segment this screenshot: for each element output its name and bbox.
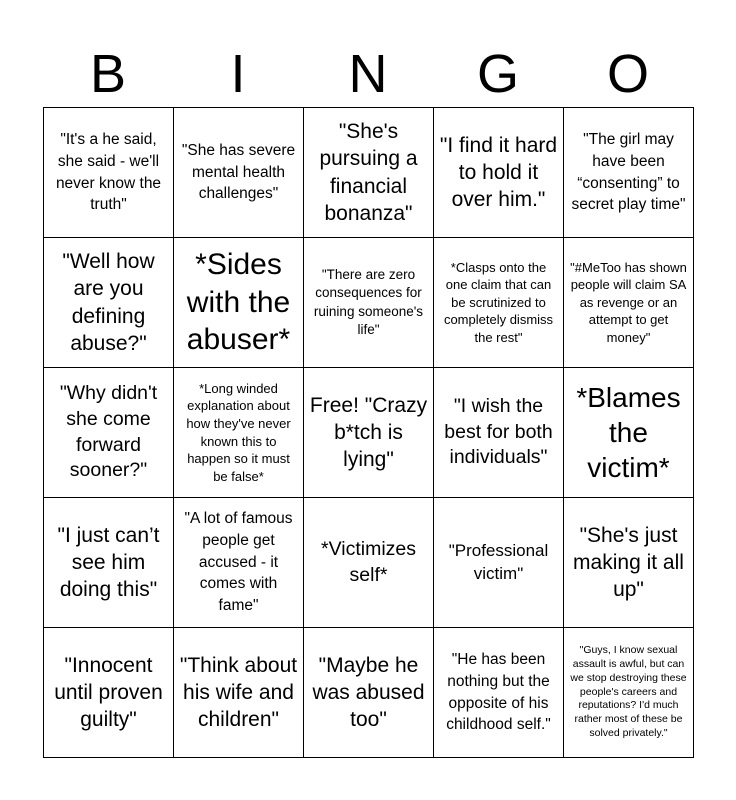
cell-text: "Think about his wife and children"	[179, 653, 298, 732]
cell-text: *Long winded explanation about how they've never known this to happen so it must be false*	[186, 380, 291, 484]
header-letter-g: G	[476, 44, 519, 104]
cell-text: "I find it hard to hold it over him."	[439, 133, 558, 212]
cell-text: "Professional victim"	[448, 541, 549, 583]
bingo-cell[interactable]	[564, 498, 694, 628]
cell-text: "She's pursuing a financial bonanza"	[319, 119, 418, 225]
header-letter-o: O	[606, 44, 649, 104]
cell-text: "It's a he said, she said - we'll never know the truth"	[55, 131, 162, 214]
bingo-cell[interactable]	[44, 108, 174, 238]
bingo-cell[interactable]	[304, 108, 434, 238]
header-letter-b: B	[89, 44, 127, 104]
bingo-header	[43, 40, 693, 108]
cell-text: "#MeToo has shown people will claim SA as revenge or an attempt to get money"	[570, 259, 687, 345]
cell-text: "She has severe mental health challenges"	[181, 141, 296, 203]
bingo-cell[interactable]	[44, 628, 174, 758]
bingo-cell[interactable]	[304, 628, 434, 758]
bingo-cell[interactable]	[434, 108, 564, 238]
bingo-cell[interactable]	[434, 368, 564, 498]
bingo-cell[interactable]	[174, 368, 304, 498]
cell-text: *Blames the victim*	[576, 381, 681, 484]
bingo-cell[interactable]	[304, 368, 434, 498]
bingo-cell[interactable]	[564, 108, 694, 238]
bingo-cell[interactable]	[174, 238, 304, 368]
cell-text: "A lot of famous people get accused - it comes with fame"	[184, 510, 293, 615]
cell-text: *Sides with the abuser*	[186, 247, 291, 357]
bingo-cell[interactable]	[564, 238, 694, 368]
cell-text: "Guys, I know sexual assault is awful, but can we stop destroying these people's careers and reputations? I'd much rather most of these be solved privately."	[570, 643, 687, 740]
cell-text: "Maybe he was abused too"	[312, 653, 425, 732]
bingo-cell[interactable]	[174, 628, 304, 758]
bingo-cell[interactable]	[434, 238, 564, 368]
cell-text: "She's just making it all up"	[573, 523, 684, 602]
cell-text: "He has been nothing but the opposite of his childhood self."	[446, 651, 551, 734]
cell-text: Free! "Crazy b*tch is lying"	[309, 393, 428, 472]
cell-text: "Well how are you defining abuse?"	[62, 249, 155, 355]
cell-text: "I wish the best for both individuals"	[444, 394, 553, 469]
bingo-cell[interactable]	[44, 238, 174, 368]
cell-text: "There are zero consequences for ruining someone's life"	[313, 266, 424, 337]
bingo-cell[interactable]	[304, 238, 434, 368]
bingo-cell[interactable]	[44, 368, 174, 498]
header-letter-n: N	[348, 44, 388, 104]
bingo-cell[interactable]	[44, 498, 174, 628]
bingo-cell[interactable]	[434, 628, 564, 758]
bingo-cell[interactable]	[174, 108, 304, 238]
bingo-cell[interactable]	[564, 368, 694, 498]
cell-text: "Innocent until proven guilty"	[54, 653, 163, 732]
header-letter-i: I	[230, 44, 246, 104]
cell-text: "I just can’t see him doing this"	[57, 523, 160, 602]
bingo-cell[interactable]	[174, 498, 304, 628]
cell-text: *Clasps onto the one claim that can be scrutinized to completely dismiss the rest"	[443, 259, 554, 345]
bingo-cell[interactable]	[564, 628, 694, 758]
cell-text: "Why didn't she come forward sooner?"	[59, 382, 158, 482]
bingo-cell[interactable]	[304, 498, 434, 628]
cell-text: *Victimizes self*	[321, 537, 416, 586]
cell-text: "The girl may have been “consenting” to secret play time"	[571, 131, 686, 214]
bingo-cell[interactable]	[434, 498, 564, 628]
bingo-board	[43, 107, 694, 758]
